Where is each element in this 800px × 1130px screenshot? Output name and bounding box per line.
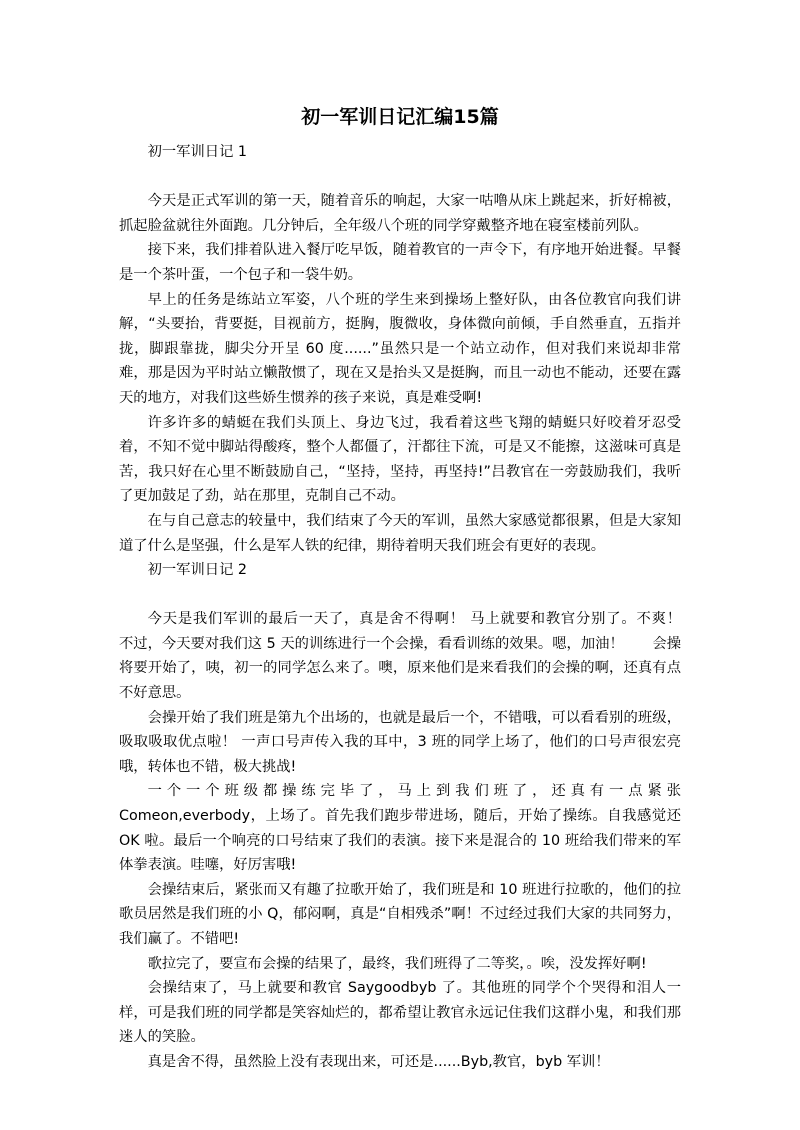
paragraph: 一个一个班级都操练完毕了，马上到我们班了，还真有一点紧张 Comeon,everbody，上场了。首先我们跑步带进场，随后，开始了操练。自我感觉还 OK 啦。最后一个响亮的口号结束了我们的表演。接下来是混合的 10 班给我们带来的军体拳表演。哇噻，好厉害哦! [119,783,681,874]
section-heading: 初一军训日记 1 [147,144,248,160]
section-heading: 初一军训日记 2 [147,562,248,579]
paragraph: 会操开始了我们班是第九个出场的，也就是最后一个，不错哦，可以看看别的班级，吸取吸取优点啦！ 一声口号声传入我的耳中，3 班的同学上场了，他们的口号声很宏亮哦，转体也不错，极大挑战! [119,709,681,775]
paragraph: 早上的任务是练站立军姿，八个班的学生来到操场上整好队，由各位教官向我们讲解，“头要抬，背要挺，目视前方，挺胸，腹微收，身体微向前倾，手自然垂直，五指并拢，脚跟靠拢，脚尖分开呈 60 度......”虽然只是一个站立动作，但对我们来说却非常难，那是因为平时站立懒散惯了，现在又是抬头又是挺胸，而且一动也不能动，还要在露天的地方，对我们这些娇生惯养的孩子来说，真是难受啊! [119,291,681,406]
document-body [119,140,710,1075]
paragraph: 今天是我们军训的最后一天了，真是舍不得啊！ 马上就要和教官分别了。不爽！ 不过，今天要对我们这 5 天的训练进行一个会操，看看训练的效果。嗯，加油！ 会操将要开始了，咦，初一的同学怎么来了。噢，原来他们是来看我们的会操的啊，还真有点不好意思。 [119,611,710,702]
paragraph: 真是舍不得，虽然脸上没有表现出来，可还是......Byb,教官，byb 军训！ [147,1053,610,1070]
paragraph: 许多许多的蜻蜓在我们头顶上、身边飞过，我看着这些飞翔的蜻蜓只好咬着牙忍受着，不知不觉中脚站得酸疼，整个人都僵了，汗都往下流，可是又不能擦，这滋味可真是苦，我只好在心里不断鼓励自己，“坚持，坚持，再坚持!”吕教官在一旁鼓励我们，我听了更加鼓足了劲，站在那里，克制自己不动。 [119,414,681,505]
paragraph: 会操结束后，紧张而又有趣了拉歌开始了，我们班是和 10 班进行拉歌的，他们的拉歌员居然是我们班的小 Q，郁闷啊，真是“自相残杀”啊！不过经过我们大家的共同努力，我们赢了。不错吧! [119,881,681,947]
document-title: 初一军训日记汇编15篇 [301,106,499,128]
paragraph: 歌拉完了，要宣布会操的结果了，最终，我们班得了二等奖，。唉，没发挥好啊! [147,955,647,972]
paragraph: 会操结束了，马上就要和教官 Saygoodbyb 了。其他班的同学个个哭得和泪人一样，可是我们班的同学都是笑容灿烂的，都希望让教官永远记住我们这群小鬼，和我们那迷人的笑脸。 [119,980,681,1046]
paragraph: 接下来，我们排着队进入餐厅吃早饭，随着教官的一声令下，有序地开始进餐。早餐是一个茶叶蛋，一个包子和一袋牛奶。 [119,242,681,283]
paragraph: 在与自己意志的较量中，我们结束了今天的军训，虽然大家感觉都很累，但是大家知道了什么是坚强，什么是军人铁的纪律，期待着明天我们班会有更好的表现。 [119,512,681,554]
paragraph: 今天是正式军训的第一天，随着音乐的响起，大家一咕噜从床上跳起来，折好棉被，抓起脸盆就往外面跑。几分钟后，全年级八个班的同学穿戴整齐地在寝室楼前列队。 [119,193,681,234]
